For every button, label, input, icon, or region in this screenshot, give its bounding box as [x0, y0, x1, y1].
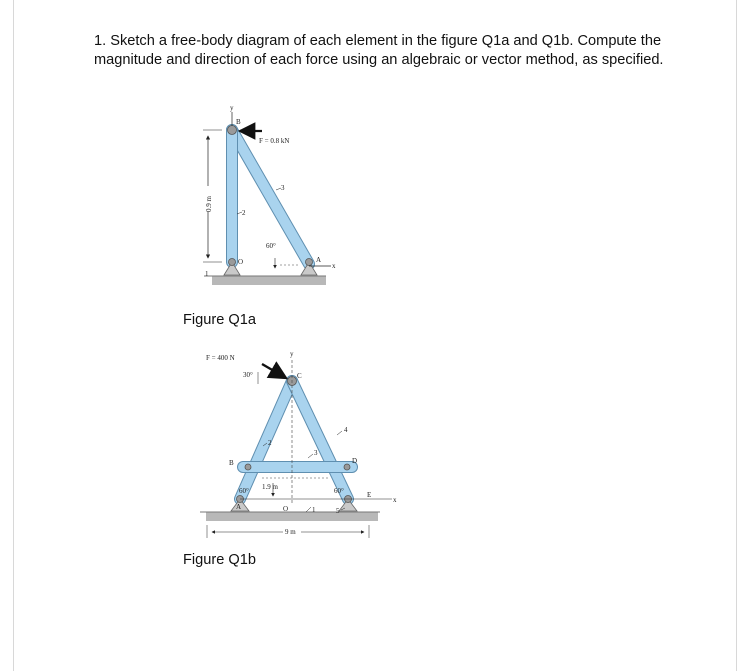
- point-a-label-a: A: [316, 256, 322, 264]
- axis-y-label-b: y: [290, 350, 294, 358]
- axis-x-label-b: x: [393, 496, 397, 504]
- pin-b: [228, 126, 237, 135]
- point-o-label-b: O: [283, 505, 289, 513]
- member-1-label-b: 1: [312, 506, 316, 514]
- point-o-label-a: O: [238, 258, 244, 266]
- angle-label-a: 60°: [266, 242, 276, 250]
- force-label-a: F = 0.8 kN: [259, 137, 290, 145]
- point-d-label-b: D: [352, 457, 358, 465]
- member-1-label-a: 1: [205, 270, 209, 278]
- angle-right-label-b: 60°: [334, 487, 344, 495]
- force-arrow-b: [262, 364, 286, 378]
- member-4-label-b: 4: [344, 426, 348, 434]
- member-3-label-a: 3: [281, 184, 285, 192]
- point-a-label-b: A: [236, 503, 242, 511]
- figure-q1a: [203, 104, 336, 285]
- ground-b: [206, 512, 378, 521]
- figure-q1a-caption: Figure Q1a: [183, 312, 257, 328]
- member-2-label-a: 2: [242, 209, 246, 217]
- angle-left-label-b: 60°: [239, 487, 249, 495]
- question-text: 1. Sketch a free-body diagram of each element in the figure Q1a and Q1b. Compute the magnitude and direction of each force using an algebraic or vector method, as specified.: [94, 33, 664, 68]
- member-2-label-b: 2: [268, 439, 272, 447]
- force-label-b: F = 400 N: [206, 354, 235, 362]
- point-c-label-b: C: [297, 372, 302, 380]
- span-label-b: 9 m: [285, 528, 296, 536]
- height-label-a: 0.9 m: [205, 196, 213, 212]
- axis-y-label-a: y: [230, 104, 234, 112]
- figure-q1b: [200, 350, 397, 538]
- member-3-label-b: 3: [314, 449, 318, 457]
- point-e-label-b: E: [367, 491, 372, 499]
- axis-x-label-a: x: [332, 262, 336, 270]
- point-b-label-b: B: [229, 459, 234, 467]
- figure-q1b-caption: Figure Q1b: [183, 552, 257, 568]
- height-label-b: 1.9 m: [262, 483, 278, 491]
- member-5-label-b: 5: [336, 507, 340, 515]
- point-b-label-a: B: [236, 118, 241, 126]
- ground-a: [212, 276, 326, 285]
- force-angle-label-b: 30°: [243, 371, 253, 379]
